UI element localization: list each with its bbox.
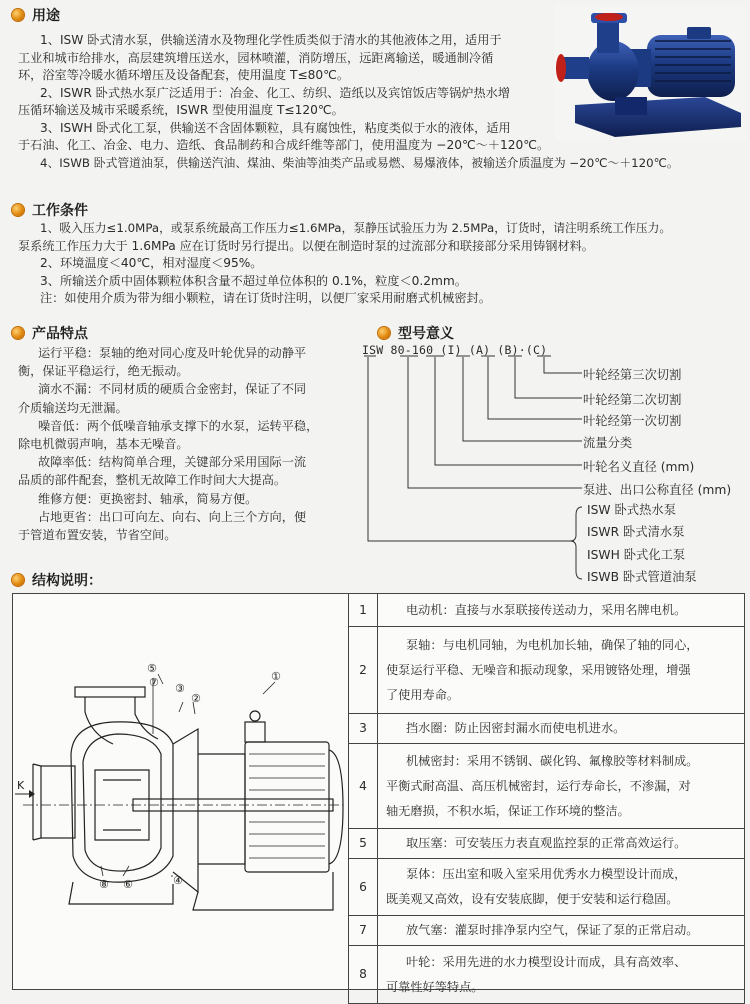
usage-heading: 用途 xyxy=(12,5,60,25)
table-row: 2 泵轴：与电机同轴，为电机加长轴，确保了轴的同心， 使泵运行平稳、无噪音和振动现象，采用镀铬处理，增强 了使用寿命。 xyxy=(349,627,745,714)
table-row: 4 机械密封：采用不锈钢、碳化钨、氟橡胶等材料制成。 平衡式耐高温、高压机械密封，运行寿命长，不渗漏，对 轴无磨损，不积水垢，保证工作环境的整洁。 xyxy=(349,744,745,829)
pump-type: ISWB 卧式管道油泵 xyxy=(587,570,697,584)
conditions-heading: 工作条件 xyxy=(12,200,88,220)
model-label: 叶轮名义直径 (mm) xyxy=(583,460,695,474)
diagram-label: ④ xyxy=(173,874,183,887)
diagram-label: ⑧ xyxy=(99,878,109,891)
usage-text: 1、ISW 卧式清水泵，供输送清水及物理化学性质类似于清水的其他液体之用，适用于 工业和城市给排水，高层建筑增压送水，园林喷灌，消防增压，远距离输送，暖通制冷循 环，浴室等冷暖水循环增压及设备配套，使用温度 T≤80℃。 2、ISWR 卧式热水泵广泛适用于：冶金、化工、纺织、造纸以及宾馆饭店等锅炉热水增 压循环输送及城市采暖系统，ISWR 型使用温度 T≤120℃。 3、ISWH 卧式化工泵，供输送不含固体颗粒，具有腐蚀性，粘度类似于水的液体，适用 于石油、化工、冶金、电力、造纸、食品制药和合成纤维等部门，使用温度为 −20℃～＋120℃。 4、ISWB 卧式管道油泵，供输送汽油、煤油、柴油等油类产品或易燃、易爆液体，被输送介质温度为 −20℃～＋120℃。 xyxy=(18,33,679,170)
parts-table xyxy=(348,593,745,1004)
diagram-label: ⑦ xyxy=(149,676,159,689)
features-heading: 产品特点 xyxy=(12,323,88,343)
diagram-label: ③ xyxy=(175,682,185,695)
model-label: 叶轮经第二次切割 xyxy=(583,393,682,407)
bullet-icon xyxy=(378,327,390,339)
structure-box xyxy=(12,593,745,994)
k-arrow xyxy=(15,779,35,798)
features-text: 运行平稳：泵轴的绝对同心度及叶轮优异的动静平 衡，保证平稳运行，绝无振动。 滴水不漏：不同材质的硬质合金密封，保证了不同 介质输送均无泄漏。 噪音低：两个低噪音轴承支撑下的水泵，运转平稳， 除电机微弱声响，基本无噪音。 故障率低：结构简单合理，关键部分采用国际一流 品质的部件配套，整机无故障工作时间大大提高。 维修方便：更换密封、轴承，简易方便。 占地更省：出口可向左、向右、向上三个方向，便 于管道布置安装，节省空间。 xyxy=(18,346,319,543)
bullet-icon xyxy=(12,574,24,586)
table-row: 8 叶轮：采用先进的水力模型设计而成，具有高效率、 可靠性好等特点。 xyxy=(349,946,745,1004)
bullet-icon xyxy=(12,9,24,21)
k-label: K xyxy=(17,779,25,792)
diagram-label: ① xyxy=(271,670,281,683)
table-row: 1 电动机：直接与水泵联接传送动力，采用名牌电机。 xyxy=(349,594,745,627)
pump-type: ISWH 卧式化工泵 xyxy=(587,548,686,562)
model-label: 叶轮经第一次切割 xyxy=(583,414,682,428)
model-heading: 型号意义 xyxy=(378,323,454,343)
structure-heading: 结构说明： xyxy=(12,570,102,590)
conditions-text: 1、吸入压力≤1.0MPa，或泵系统最高工作压力≤1.6MPa，泵静压试验压力为 2.5MPa，订货时，请注明系统工作压力。 泵系统工作压力大于 1.6MPa 应在订货时另行提出。以便在制造时泵的过流部分和联接部分采用铸钢材料。 2、环境温度＜40℃，相对湿度＜95%。 3、所输送介质中固体颗粒体积含量不超过单位体积的 0.1%，粒度＜0.2mm。 注：如使用介质为带为细小颗粒，请在订货时注明，以便厂家采用耐磨式机械密封。 xyxy=(18,221,672,305)
model-label: 叶轮经第三次切割 xyxy=(583,368,682,382)
bullet-icon xyxy=(12,327,24,339)
diagram-label: ② xyxy=(191,692,201,705)
table-row: 3 挡水圈：防止因密封漏水而使电机进水。 xyxy=(349,714,745,744)
table-row: 7 放气塞：灌泵时排净泵内空气，保证了泵的正常启动。 xyxy=(349,916,745,946)
pump-section-diagram xyxy=(13,594,348,989)
table-row: 6 泵体：压出室和吸入室采用优秀水力模型设计而成， 既美观又高效，设有安装底脚，便于安装和运行稳固。 xyxy=(349,859,745,916)
diagram-label: ⑤ xyxy=(147,662,157,675)
model-code: ISW 80-160 (I) (A) (B)·(C) xyxy=(362,343,548,357)
diagram-label: ⑥ xyxy=(123,878,133,891)
pump-type: ISW 卧式热水泵 xyxy=(587,503,676,517)
pump-type: ISWR 卧式清水泵 xyxy=(587,525,685,539)
model-label: 流量分类 xyxy=(583,436,633,450)
model-leader-lines xyxy=(360,355,590,585)
table-row: 5 取压塞：可安装压力表直观监控泵的正常高效运行。 xyxy=(349,829,745,859)
bullet-icon xyxy=(12,204,24,216)
model-label: 泵进、出口公称直径 (mm) xyxy=(583,483,732,497)
